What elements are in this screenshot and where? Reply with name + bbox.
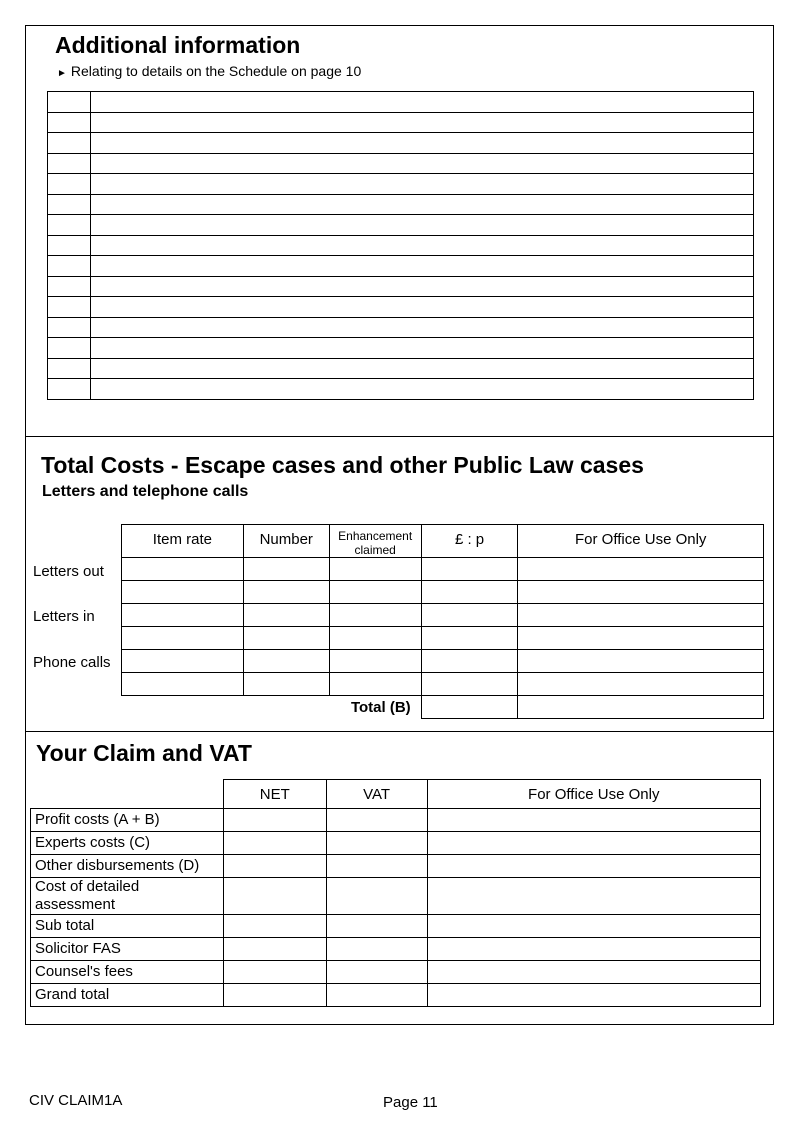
costs-cell[interactable] [329,581,421,604]
claim-row-label: Profit costs (A + B) [31,809,224,832]
costs-cell[interactable] [518,558,764,581]
costs-cell[interactable] [421,673,518,696]
costs-cell[interactable] [122,673,244,696]
col-header-office-use: For Office Use Only [427,780,760,809]
costs-cell[interactable] [329,627,421,650]
info-ref-cell[interactable] [48,194,91,215]
info-ref-cell[interactable] [48,297,91,318]
info-ref-cell[interactable] [48,133,91,154]
claim-row [31,855,761,878]
info-text-cell[interactable] [91,235,754,256]
claim-vat-title: Your Claim and VAT [36,740,252,766]
total-costs-title: Total Costs - Escape cases and other Public Law cases [41,452,644,478]
info-row [48,297,754,318]
costs-row [122,581,764,604]
info-ref-cell[interactable] [48,358,91,379]
claim-cell[interactable] [326,855,427,878]
costs-cell[interactable] [421,627,518,650]
claim-cell[interactable] [326,915,427,938]
total-b-office-use[interactable] [518,696,764,719]
costs-cell[interactable] [421,604,518,627]
claim-cell[interactable] [427,938,760,961]
costs-row [122,627,764,650]
claim-cell[interactable] [427,855,760,878]
costs-cell[interactable] [243,558,329,581]
info-ref-cell[interactable] [48,338,91,359]
claim-row [31,878,761,915]
row-label-letters-out: Letters out [33,563,104,580]
col-header-number: Number [243,525,329,558]
claim-cell[interactable] [326,878,427,915]
letters-telephone-table [121,524,764,719]
costs-cell[interactable] [518,581,764,604]
col-header-office-use: For Office Use Only [518,525,764,558]
col-header-item-rate: Item rate [122,525,244,558]
claim-vat-table [30,779,761,1007]
claim-row [31,915,761,938]
info-row [48,112,754,133]
costs-cell[interactable] [122,627,244,650]
costs-cell[interactable] [518,604,764,627]
claim-row [31,984,761,1007]
info-text-cell[interactable] [91,297,754,318]
claim-cell[interactable] [427,915,760,938]
info-ref-cell[interactable] [48,215,91,236]
costs-row [122,650,764,673]
info-row [48,194,754,215]
claim-cell[interactable] [326,938,427,961]
claim-row-label: Solicitor FAS [31,938,224,961]
costs-cell[interactable] [518,673,764,696]
info-row [48,92,754,113]
claim-cell[interactable] [223,809,326,832]
claim-row-label: Experts costs (C) [31,832,224,855]
claim-cell[interactable] [223,878,326,915]
col-header-amount: £ : p [421,525,518,558]
info-ref-cell[interactable] [48,276,91,297]
claim-cell[interactable] [326,832,427,855]
info-row [48,276,754,297]
additional-information-subtitle: ► Relating to details on the Schedule on page 10 [57,63,362,79]
info-text-cell[interactable] [91,276,754,297]
costs-cell[interactable] [122,558,244,581]
costs-row [122,604,764,627]
claim-cell[interactable] [427,984,760,1007]
costs-cell[interactable] [243,650,329,673]
claim-cell[interactable] [326,961,427,984]
total-b-amount[interactable] [421,696,518,719]
info-text-cell[interactable] [91,317,754,338]
costs-cell[interactable] [421,581,518,604]
vat-header-blank [31,780,224,809]
info-text-cell[interactable] [91,112,754,133]
col-header-vat: VAT [326,780,427,809]
info-ref-cell[interactable] [48,112,91,133]
info-row [48,174,754,195]
costs-cell[interactable] [329,650,421,673]
info-row [48,338,754,359]
claim-cell[interactable] [223,832,326,855]
info-row [48,317,754,338]
claim-cell[interactable] [223,855,326,878]
info-row [48,358,754,379]
page-number: Page 11 [383,1094,438,1111]
letters-calls-subtitle: Letters and telephone calls [42,483,249,500]
col-header-enhancement: Enhancement claimed [329,525,421,558]
claim-row [31,832,761,855]
info-text-cell[interactable] [91,153,754,174]
claim-cell[interactable] [223,961,326,984]
claim-row-label: Counsel's fees [31,961,224,984]
claim-row-label: Grand total [31,984,224,1007]
row-label-phone-calls: Phone calls [33,654,111,671]
costs-cell[interactable] [518,650,764,673]
info-text-cell[interactable] [91,194,754,215]
costs-cell[interactable] [421,558,518,581]
claim-cell[interactable] [326,984,427,1007]
claim-row [31,938,761,961]
costs-cell[interactable] [122,650,244,673]
costs-row [122,673,764,696]
claim-cell[interactable] [326,809,427,832]
info-text-cell[interactable] [91,92,754,113]
info-text-cell[interactable] [91,338,754,359]
claim-cell[interactable] [223,938,326,961]
claim-cell[interactable] [427,878,760,915]
info-row [48,235,754,256]
additional-information-title: Additional information [55,32,301,58]
claim-cell[interactable] [427,832,760,855]
additional-information-table [47,91,754,400]
info-ref-cell[interactable] [48,174,91,195]
info-ref-cell[interactable] [48,256,91,277]
costs-cell[interactable] [122,604,244,627]
info-ref-cell[interactable] [48,317,91,338]
claim-row [31,961,761,984]
costs-cell[interactable] [243,673,329,696]
claim-row-label: Other disbursements (D) [31,855,224,878]
info-row [48,379,754,400]
info-text-cell[interactable] [91,133,754,154]
total-b-label: Total (B) [243,696,421,719]
info-ref-cell[interactable] [48,235,91,256]
costs-cell[interactable] [329,558,421,581]
info-text-cell[interactable] [91,358,754,379]
row-label-letters-in: Letters in [33,608,95,625]
info-text-cell[interactable] [91,174,754,195]
claim-row [31,809,761,832]
form-code: CIV CLAIM1A [29,1092,123,1109]
col-header-net: NET [223,780,326,809]
info-ref-cell[interactable] [48,153,91,174]
costs-cell[interactable] [243,604,329,627]
info-row [48,256,754,277]
claim-cell[interactable] [223,915,326,938]
section-divider [25,436,774,437]
costs-row [122,558,764,581]
costs-cell[interactable] [329,673,421,696]
info-row [48,133,754,154]
info-text-cell[interactable] [91,256,754,277]
costs-cell[interactable] [122,581,244,604]
info-ref-cell[interactable] [48,379,91,400]
triangle-right-icon: ► [57,68,67,79]
info-row [48,215,754,236]
info-ref-cell[interactable] [48,92,91,113]
claim-cell[interactable] [427,961,760,984]
costs-cell[interactable] [243,581,329,604]
claim-row-label: Sub total [31,915,224,938]
info-row [48,153,754,174]
info-text-cell[interactable] [91,379,754,400]
costs-cell[interactable] [421,650,518,673]
costs-cell[interactable] [243,627,329,650]
costs-cell[interactable] [518,627,764,650]
claim-cell[interactable] [223,984,326,1007]
costs-cell[interactable] [329,604,421,627]
total-row [122,696,764,719]
section-divider [25,731,774,732]
total-blank-cell [122,696,244,719]
claim-cell[interactable] [427,809,760,832]
info-text-cell[interactable] [91,215,754,236]
claim-row-label: Cost of detailed assessment [31,878,224,915]
